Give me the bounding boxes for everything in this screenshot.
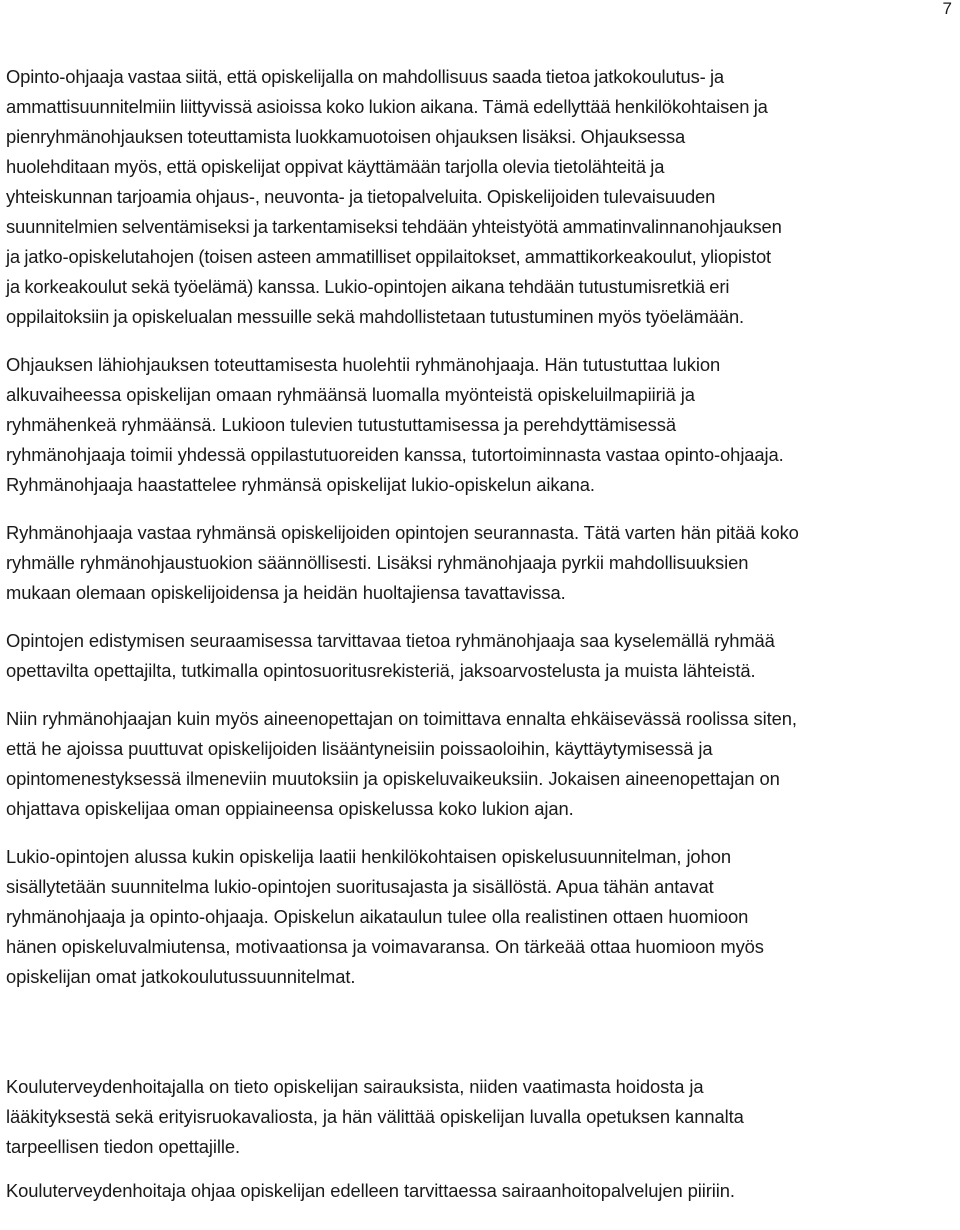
text-line: ryhmänohjaaja toimii yhdessä oppilastutuoreiden kanssa, tutortoiminnasta vastaa opinto-ohjaaja. — [6, 444, 784, 465]
text-line: tarpeellisen tiedon opettajille. — [6, 1136, 240, 1157]
text-line: Kouluterveydenhoitaja ohjaa opiskelijan edelleen tarvittaessa sairaanhoitopalvelujen piiriin. — [6, 1180, 735, 1201]
text-line: Opinto-ohjaaja vastaa siitä, että opiskelijalla on mahdollisuus saada tietoa jatkokoulutus- ja — [6, 66, 725, 87]
text-line: sisällytetään suunnitelma lukio-opintojen suoritusajasta ja sisällöstä. Apua tähän antavat — [6, 876, 714, 897]
paragraph-study-plan — [6, 842, 954, 992]
text-line: Niin ryhmänohjaajan kuin myös aineenopettajan on toimittava ennalta ehkäisevässä roolissa siten, — [6, 708, 797, 729]
text-line: mukaan olemaan opiskelijoidensa ja heidän huoltajiensa tavattavissa. — [6, 582, 566, 603]
text-line: Ohjauksen lähiohjauksen toteuttamisesta huolehtii ryhmänohjaaja. Hän tutustuttaa lukion — [6, 354, 721, 375]
paragraph-progress-information — [6, 626, 954, 686]
text-line: Kouluterveydenhoitajalla on tieto opiskelijan sairauksista, niiden vaatimasta hoidosta ja — [6, 1076, 704, 1097]
text-line: Ryhmänohjaaja vastaa ryhmänsä opiskelijoiden opintojen seurannasta. Tätä varten hän pitää koko — [6, 522, 799, 543]
text-line: opettavilta opettajilta, tutkimalla opintosuoritusrekisteriä, jaksoarvostelusta ja muista lähteistä. — [6, 660, 756, 681]
text-line: alkuvaiheessa opiskelijan omaan ryhmäänsä luomalla myönteistä opiskeluilmapiiriä ja — [6, 384, 695, 405]
text-line: opintomenestyksessä ilmeneviin muutoksiin ja opiskeluvaikeuksiin. Jokaisen aineenopettajan on — [6, 768, 780, 789]
text-line: Ryhmänohjaaja haastattelee ryhmänsä opiskelijat lukio-opiskelun aikana. — [6, 474, 595, 495]
text-line: pienryhmänohjauksen toteuttamista luokkamuotoisen ohjauksen lisäksi. Ohjauksessa — [6, 126, 686, 147]
text-line: ja korkeakoulut sekä työelämä) kanssa. Lukio-opintojen aikana tehdään tutustumisretkiä eri — [6, 276, 730, 297]
text-line: yhteiskunnan tarjoamia ohjaus-, neuvonta- ja tietopalveluita. Opiskelijoiden tulevaisuuden — [6, 186, 716, 207]
text-line: ja jatko-opiskelutahojen (toisen asteen ammatilliset oppilaitokset, ammattikorkeakoulut, yliopistot — [6, 246, 771, 267]
paragraph-preventive-role — [6, 704, 954, 824]
text-line: ohjattava opiskelijaa oman oppiaineensa opiskelussa koko lukion ajan. — [6, 798, 574, 819]
paragraph-school-nurse-referral — [6, 1176, 954, 1206]
text-line: ryhmähenkeä ryhmäänsä. Lukioon tulevien tutustuttamisessa ja perehdyttämisessä — [6, 414, 676, 435]
text-line: opiskelijan omat jatkokoulutussuunnitelmat. — [6, 966, 356, 987]
text-line: oppilaitoksiin ja opiskelualan messuille sekä mahdollistetaan tutustuminen myös työelämään. — [6, 306, 745, 327]
text-line: ammattisuunnitelmiin liittyvissä asioissa koko lukion aikana. Tämä edellyttää henkilökohtaisen ja — [6, 96, 768, 117]
text-line: ryhmälle ryhmänohjaustuokion säännöllisesti. Lisäksi ryhmänohjaaja pyrkii mahdollisuuksien — [6, 552, 749, 573]
paragraph-guidance-counselor — [6, 62, 954, 332]
text-line: hänen opiskeluvalmiutensa, motivaationsa ja voimavaransa. On tärkeää ottaa huomioon myös — [6, 936, 764, 957]
text-line: huolehditaan myös, että opiskelijat oppivat käyttämään tarjolla olevia tietolähteitä ja — [6, 156, 665, 177]
paragraph-study-monitoring — [6, 518, 954, 608]
paragraph-group-advisor — [6, 350, 954, 500]
text-line: että he ajoissa puuttuvat opiskelijoiden lisääntyneisiin poissaoloihin, käyttäytymisessä ja — [6, 738, 713, 759]
page-number: 7 — [942, 0, 952, 18]
text-line: Opintojen edistymisen seuraamisessa tarvittavaa tietoa ryhmänohjaaja saa kyselemällä ryhmää — [6, 630, 775, 651]
paragraph-school-nurse-info — [6, 1072, 954, 1162]
text-line: Lukio-opintojen alussa kukin opiskelija laatii henkilökohtaisen opiskelusuunnitelman, johon — [6, 846, 731, 867]
text-line: suunnitelmien selventämiseksi ja tarkentamiseksi tehdään yhteistyötä ammatinvalinnanohjauksen — [6, 216, 782, 237]
text-line: lääkityksestä sekä erityisruokavaliosta, ja hän välittää opiskelijan luvalla opetuksen kannalta — [6, 1106, 744, 1127]
document-body — [6, 62, 954, 1206]
text-line: ryhmänohjaaja ja opinto-ohjaaja. Opiskelun aikataulun tulee olla realistinen ottaen huomioon — [6, 906, 749, 927]
